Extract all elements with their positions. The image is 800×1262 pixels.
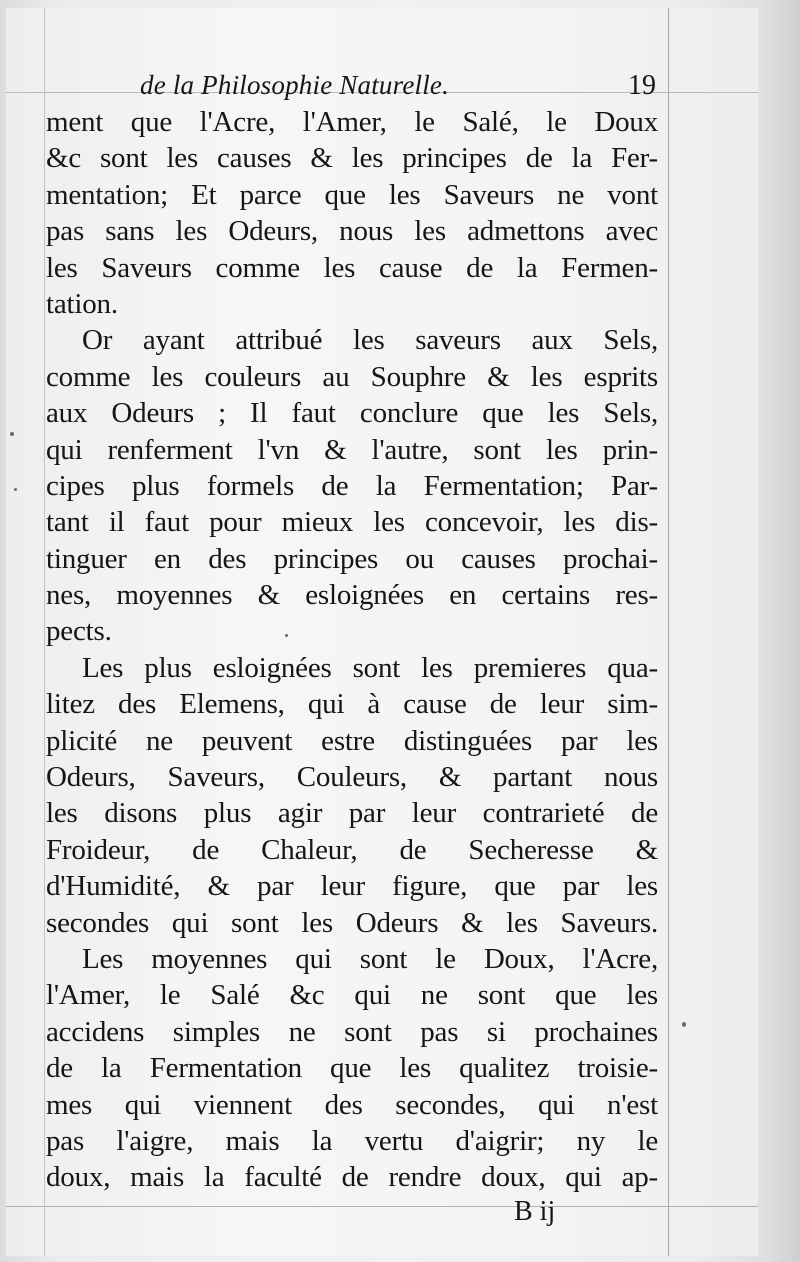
paragraph-start-line: Les plus esloignées sont les premieres qua- (82, 651, 658, 684)
text-line: pas sans les Odeurs, nous les admettons avec (46, 215, 658, 248)
text-line: d'Humidité, & par leur figure, que par les (46, 870, 658, 903)
signature-mark: B ij (514, 1196, 556, 1227)
text-line: les Saveurs comme les cause de la Fermen- (46, 251, 658, 284)
text-line: mes qui viennent des secondes, qui n'est (46, 1088, 658, 1121)
ink-speck (285, 634, 288, 637)
scan-rule-bottom (6, 1206, 764, 1207)
scan-rule-left (44, 8, 45, 1256)
text-line: de la Fermentation que les qualitez troisie- (46, 1052, 658, 1085)
page-gutter (758, 0, 800, 1262)
text-line: secondes qui sont les Odeurs & les Saveurs. (46, 906, 658, 939)
text-line: tinguer en des principes ou causes prochai- (46, 542, 658, 575)
text-line: pas l'aigre, mais la vertu d'aigrir; ny le (46, 1124, 658, 1157)
text-line: nes, moyennes & esloignées en certains res- (46, 579, 658, 612)
running-head: de la Philosophie Naturelle. (140, 70, 450, 100)
text-line: pects. (46, 615, 112, 648)
text-line: &c sont les causes & les principes de la Fer- (46, 142, 658, 175)
text-line: ment que l'Acre, l'Amer, le Salé, le Doux (46, 106, 658, 138)
text-line: Froideur, de Chaleur, de Secheresse & (46, 833, 658, 866)
text-line: aux Odeurs ; Il faut conclure que les Sels, (46, 397, 658, 430)
ink-speck (10, 432, 14, 436)
text-line: plicité ne peuvent estre distinguées par les (46, 724, 658, 757)
text-line: tation. (46, 287, 118, 320)
text-line: cipes plus formels de la Fermentation; Par- (46, 469, 658, 502)
paragraph-start-line: Or ayant attribué les saveurs aux Sels, (82, 324, 658, 357)
text-line: qui renferment l'vn & l'autre, sont les prin- (46, 433, 658, 466)
body-text (46, 104, 658, 1196)
page-header (140, 70, 660, 104)
text-line: accidens simples ne sont pas si prochaines (46, 1015, 658, 1048)
ink-speck (682, 1022, 686, 1027)
text-line: Odeurs, Saveurs, Couleurs, & partant nous (46, 761, 658, 794)
text-line: mentation; Et parce que les Saveurs ne vont (46, 178, 658, 211)
scan-rule-right (668, 8, 669, 1256)
text-line: tant il faut pour mieux les concevoir, les dis- (46, 506, 658, 539)
text-line: les disons plus agir par leur contrarieté de (46, 797, 658, 830)
text-line: doux, mais la faculté de rendre doux, qui ap- (46, 1161, 658, 1194)
text-line: litez des Elemens, qui à cause de leur sim- (46, 688, 658, 721)
ink-speck (14, 488, 17, 491)
text-line: l'Amer, le Salé &c qui ne sont que les (46, 979, 658, 1012)
paragraph-start-line: Les moyennes qui sont le Doux, l'Acre, (82, 942, 658, 975)
text-line: comme les couleurs au Souphre & les esprits (46, 360, 658, 393)
page-number: 19 (628, 70, 656, 101)
